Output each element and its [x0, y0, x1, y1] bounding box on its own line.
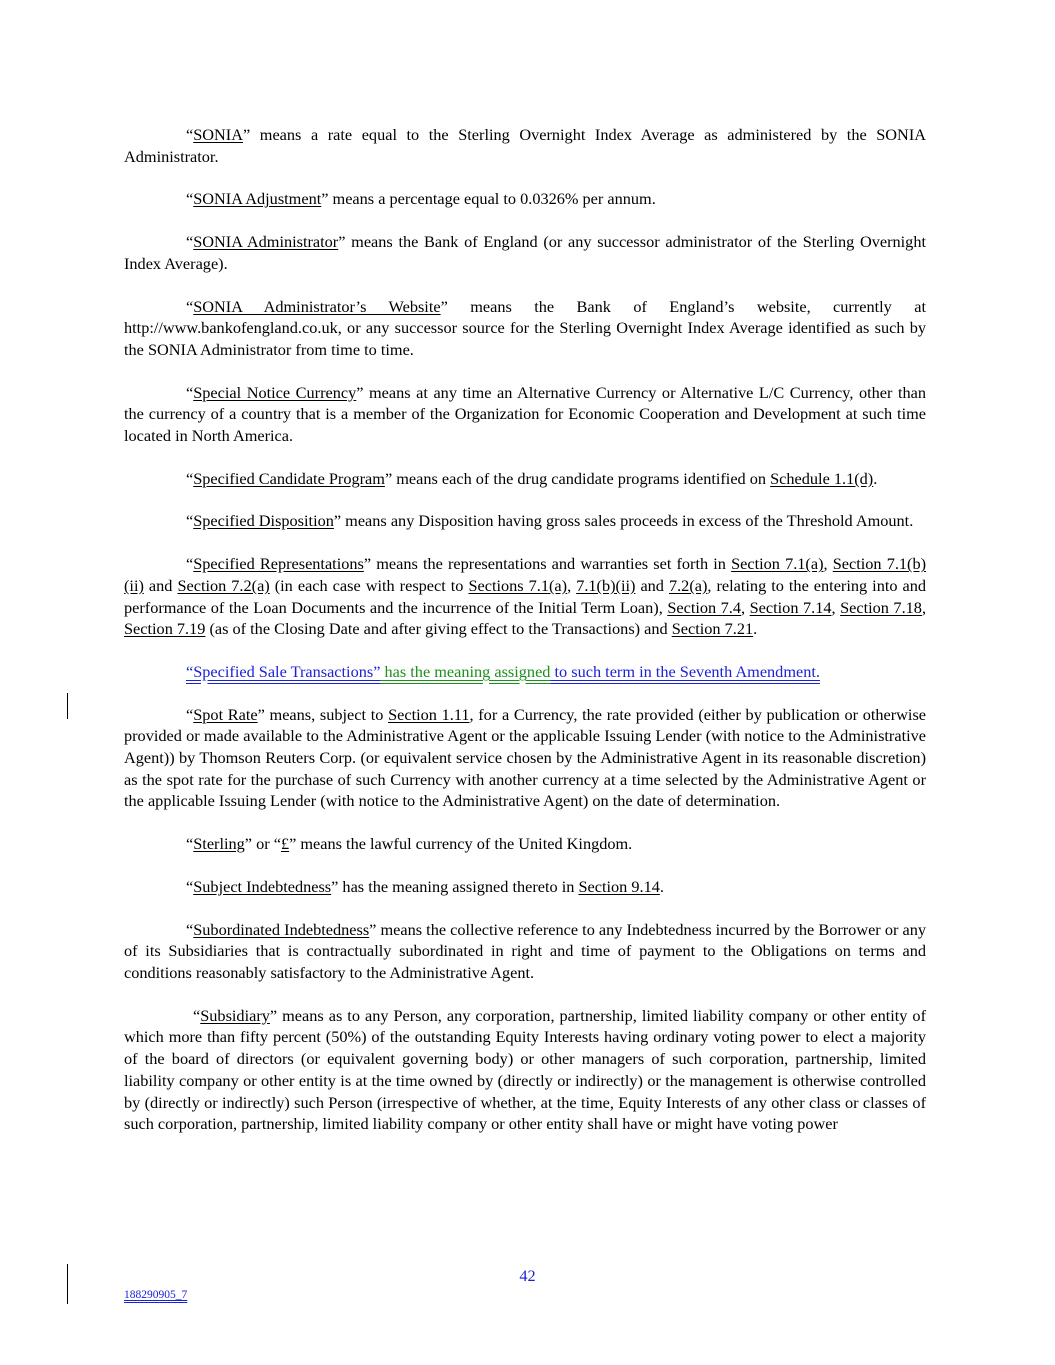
definition-sonia-administrators-website: “SONIA Administrator’s Website” means the Bank of England’s website, currently at http://www.bankofengland.co.uk, or any successor source for the Sterling Overnight Index Average identified as such by the SONIA Administrator from time to time. — [124, 296, 926, 359]
document-id: 188290905_7 — [124, 1289, 188, 1301]
cross-reference: Section 7.19 — [124, 619, 206, 639]
definition-sonia-administrator: “SONIA Administrator” means the Bank of England (or any successor administrator of the Sterling Overnight Index Average). — [124, 232, 926, 273]
definition-subsidiary: “Subsidiary” means as to any Person, any corporation, partnership, limited liability company or other entity of which more than fifty percent (50%) of the outstanding Equity Interests having ordinary voting power to elect a majority of the board of directors (or equivalent governing body) or other managers of such corporation, partnership, limited liability company or other entity is at the time owned by (directly or indirectly) or the management is otherwise controlled by (directly or indirectly) such Person (irrespective of whether, at the time, Equity Interests of any other class or classes of such corporation, partnership, limited liability company or other entity shall have or might have voting power — [124, 1005, 926, 1134]
defined-term: SONIA Adjustment — [193, 189, 322, 209]
cross-reference: Sections 7.1(a) — [468, 575, 568, 595]
change-bar — [67, 693, 68, 719]
cross-reference: Section 7.18 — [840, 597, 922, 617]
defined-term: Sterling — [193, 834, 245, 854]
defined-term: SONIA Administrator’s Website — [193, 296, 441, 316]
definition-specified-representations: “Specified Representations” means the representations and warranties set forth in Section 7.1(a), Section 7.1(b)(ii) and Section 7.2(a) (in each case with respect to Sections 7.1(a), 7.1(b)(ii) and 7.2(a), relating to the entering into and performance of the Loan Documents and the incurrence of the Initial Term Loan), Section 7.4, Section 7.14, Section 7.18, Section 7.19 (as of the Closing Date and after giving effect to the Transactions) and Section 7.21. — [124, 554, 927, 639]
definition-special-notice-currency: “Special Notice Currency” means at any time an Alternative Currency or Alternative L/C Currency, other than the currency of a country that is a member of the Organization for Economic Cooperation and Development at such time located in North America. — [124, 382, 926, 446]
inserted-text: to such term in the Seventh Amendment. — [550, 661, 820, 681]
defined-term: Specified Disposition — [193, 511, 334, 531]
defined-term: Subsidiary — [200, 1005, 270, 1025]
defined-term: SONIA Administrator — [193, 232, 339, 252]
definition-sonia: “SONIA” means a rate equal to the Sterling Overnight Index Average as administered by the SONIA Administrator. — [124, 125, 926, 166]
inserted-text: “Specified Sale Transactions” — [186, 661, 381, 681]
cross-reference: Section 7.21 — [671, 619, 754, 639]
definition-spot-rate: “Spot Rate” means, subject to Section 1.11, for a Currency, the rate provided (either by publication or otherwise provided or made available to the Administrative Agent or the applicable Issuing Lender (with notice to the Administrative Agent)) by Thomson Reuters Corp. (or equivalent service chosen by the Administrative Agent in its reasonable discretion) as the spot rate for the purchase of such Currency with another currency at a time selected by the Administrative Agent or the applicable Issuing Lender (with notice to the Administrative Agent) on the date of determination. — [124, 704, 927, 811]
moved-text: has the meaning assigned — [380, 661, 551, 681]
page-number: 42 — [519, 1266, 536, 1285]
cross-reference: Section 7.1(b)(ii) — [124, 554, 927, 595]
cross-reference: Schedule 1.1(d) — [770, 468, 874, 488]
cross-reference: 7.1(b)(ii) — [576, 575, 636, 595]
definition-sterling: “Sterling” or “£” means the lawful currency of the United Kingdom. — [186, 834, 633, 854]
defined-term: Special Notice Currency — [193, 382, 357, 402]
definition-subject-indebtedness: “Subject Indebtedness” has the meaning assigned thereto in Section 9.14. — [186, 876, 664, 896]
defined-term: Spot Rate — [193, 704, 258, 724]
definitions-body — [124, 124, 926, 1135]
defined-term: Subordinated Indebtedness — [193, 919, 370, 939]
cross-reference: Section 1.11 — [388, 704, 470, 724]
cross-reference: Section 7.2(a) — [177, 575, 270, 595]
definition-sonia-adjustment: “SONIA Adjustment” means a percentage equal to 0.0326% per annum. — [186, 189, 656, 209]
definition-specified-sale-transactions — [124, 661, 926, 683]
definition-specified-disposition: “Specified Disposition” means any Disposition having gross sales proceeds in excess of the Threshold Amount. — [186, 511, 914, 531]
cross-reference: Section 7.1(a) — [731, 554, 824, 574]
defined-term: £ — [280, 834, 290, 854]
cross-reference: Section 7.4 — [667, 597, 742, 617]
defined-term: Specified Representations — [193, 554, 364, 574]
definition-specified-candidate-program: “Specified Candidate Program” means each of the drug candidate programs identified on Schedule 1.1(d). — [186, 468, 878, 488]
cross-reference: Section 7.14 — [749, 597, 832, 617]
defined-term: Subject Indebtedness — [193, 876, 332, 896]
defined-term: SONIA — [193, 125, 243, 144]
cross-reference: Section 9.14 — [578, 876, 660, 896]
definition-subordinated-indebtedness: “Subordinated Indebtedness” means the collective reference to any Indebtedness incurred by the Borrower or any of its Subsidiaries that is contractually subordinated in right and time of payment to the Obligations on terms and conditions reasonably satisfactory to the Administrative Agent. — [124, 919, 926, 982]
cross-reference: 7.2(a) — [668, 575, 708, 595]
defined-term: Specified Candidate Program — [193, 468, 385, 488]
